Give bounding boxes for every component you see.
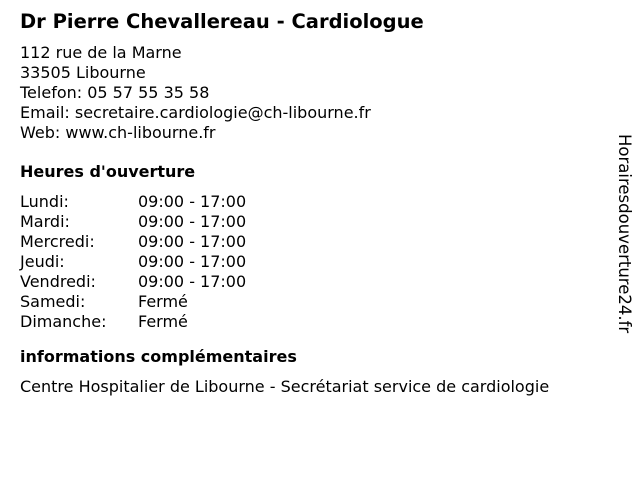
day-label: Samedi: [20,292,86,311]
hours-row-wednesday [20,232,610,252]
contact-block [20,43,610,143]
phone-number: Telefon: 05 57 55 35 58 [20,83,210,102]
watermark [610,134,638,374]
hours-value: Fermé [138,292,188,311]
additional-info-heading: informations complémentaires [20,347,297,366]
day-label: Mardi: [20,212,70,231]
watermark-text: Horairesdouverture24.fr [615,134,634,334]
day-label: Dimanche: [20,312,107,331]
hours-value: 09:00 - 17:00 [138,212,247,231]
hours-value: 09:00 - 17:00 [138,252,247,271]
hours-row-thursday [20,252,610,272]
hours-row-monday [20,192,610,212]
day-label: Jeudi: [20,252,65,271]
hours-row-sunday [20,312,610,332]
hours-row-friday [20,272,610,292]
day-label: Vendredi: [20,272,96,291]
hours-row-saturday [20,292,610,312]
hours-value: 09:00 - 17:00 [138,192,247,211]
street-address: 112 rue de la Marne [20,43,182,62]
business-card [20,8,610,397]
hours-row-tuesday [20,212,610,232]
opening-hours-table [20,192,610,332]
day-label: Mercredi: [20,232,95,251]
additional-info-text: Centre Hospitalier de Libourne - Secrétariat service de cardiologie [20,377,550,396]
hours-value: 09:00 - 17:00 [138,272,247,291]
hours-value: Fermé [138,312,188,331]
opening-hours-heading: Heures d'ouverture [20,162,196,181]
website-address: Web: www.ch-libourne.fr [20,123,216,142]
day-label: Lundi: [20,192,69,211]
page-title: Dr Pierre Chevallereau - Cardiologue [20,10,424,33]
hours-value: 09:00 - 17:00 [138,232,247,251]
email-address: Email: secretaire.cardiologie@ch-libourne.fr [20,103,371,122]
city-address: 33505 Libourne [20,63,146,82]
